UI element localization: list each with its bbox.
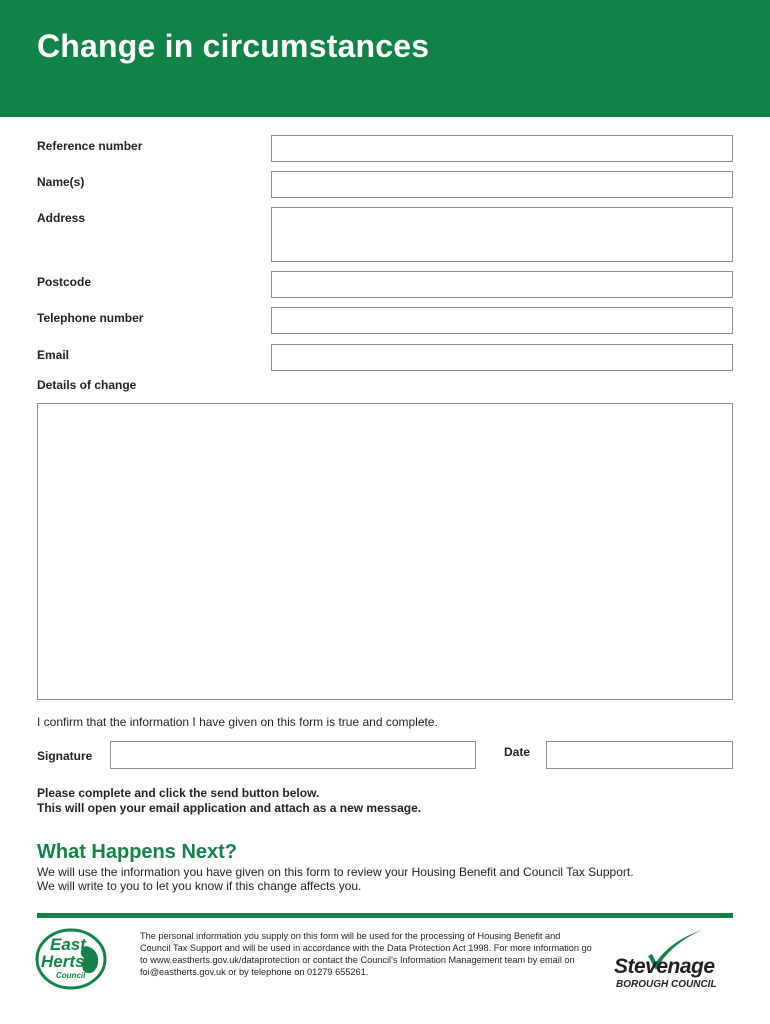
reference-number-input[interactable]	[271, 135, 733, 162]
what-happens-next-line-2: We will write to you to let you know if this change affects you.	[37, 879, 362, 893]
reference-number-label: Reference number	[37, 139, 143, 153]
instructions-line-1: Please complete and click the send button below.	[37, 786, 320, 800]
footer-divider	[37, 913, 733, 918]
details-of-change-label: Details of change	[37, 378, 137, 392]
email-label: Email	[37, 348, 70, 362]
signature-label: Signature	[37, 749, 93, 763]
email-input[interactable]	[271, 344, 733, 371]
names-label: Name(s)	[37, 175, 85, 189]
east-herts-logo-line-1: East	[50, 935, 86, 954]
what-happens-next-heading: What Happens Next?	[37, 841, 238, 863]
page-header	[0, 0, 770, 117]
east-herts-logo-line-2: Herts	[41, 952, 85, 971]
east-herts-logo-line-3: Council	[56, 971, 86, 980]
postcode-input[interactable]	[271, 271, 733, 298]
address-input[interactable]	[271, 207, 733, 262]
confirmation-statement: I confirm that the information I have given on this form is true and complete.	[37, 715, 438, 729]
stevenage-logo-name: Stevenage	[614, 955, 715, 978]
date-input[interactable]	[546, 741, 733, 769]
date-label: Date	[504, 745, 531, 759]
names-input[interactable]	[271, 171, 733, 198]
what-happens-next-line-1: We will use the information you have given on this form to review your Housing Benefit and Council Tax Support.	[37, 865, 634, 879]
postcode-label: Postcode	[37, 275, 92, 289]
stevenage-logo-subtitle: BOROUGH COUNCIL	[616, 979, 717, 990]
stevenage-logo	[612, 928, 736, 992]
privacy-notice: The personal information you supply on this form will be used for the processing of Housing Benefit and Council Tax Support and will be used in accordance with the Data Protection Act 1998. For more information go to www.eastherts.gov.uk/dataprotection or contact the Council's Information Management team by email on foi@eastherts.gov.uk or by telephone on 01279 655261.	[140, 931, 592, 977]
instructions-line-2: This will open your email application and attach as a new message.	[37, 801, 422, 815]
details-of-change-textarea[interactable]	[37, 403, 733, 700]
page-title: Change in circumstances	[37, 28, 430, 64]
telephone-input[interactable]	[271, 307, 733, 334]
east-herts-logo	[34, 926, 109, 992]
address-label: Address	[37, 211, 86, 225]
signature-input[interactable]	[110, 741, 476, 769]
telephone-label: Telephone number	[37, 311, 144, 325]
